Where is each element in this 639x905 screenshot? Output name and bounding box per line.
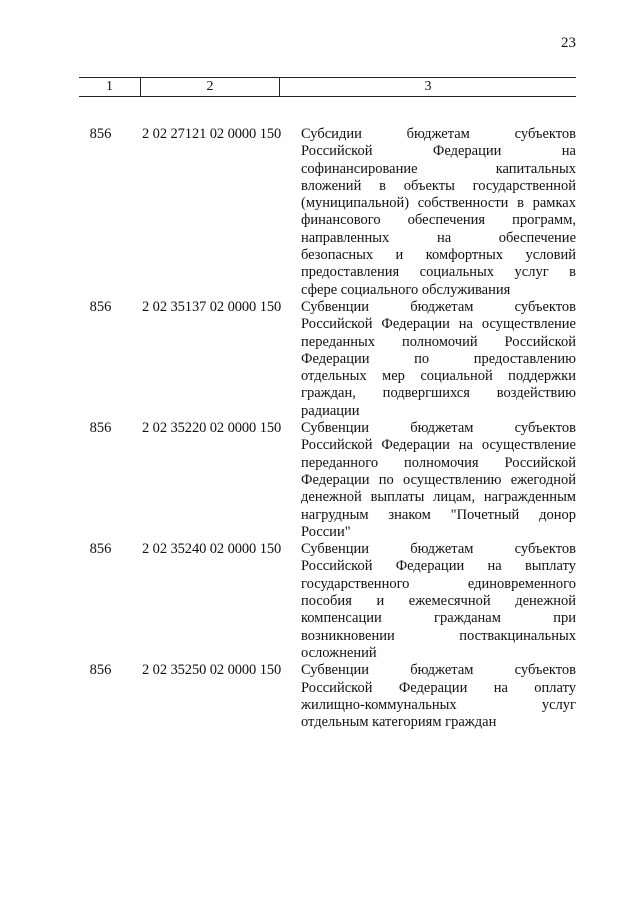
revenue-name-line: Российской Федерации на оплату [301, 679, 576, 696]
revenue-name-line: направленных на обеспечение [301, 229, 576, 246]
revenue-name-line: пособия и ежемесячной денежной [301, 593, 576, 610]
revenue-name-line: денежной выплаты лицам, награжденным [301, 489, 576, 506]
revenue-name-line: Субвенции бюджетам субъектов [301, 298, 576, 315]
revenue-name-line: Российской Федерации на осуществление [301, 437, 576, 454]
budget-code-cell: 2 02 35220 02 0000 150 [142, 420, 282, 437]
revenue-name-line: (муниципальной) собственности в рамках [301, 195, 576, 212]
revenue-name-line: отдельных мер социальной поддержки [301, 368, 576, 385]
revenue-name-line: Федерации по осуществлению ежегодной [301, 471, 576, 488]
revenue-name-line: отдельным категориям граждан [301, 714, 497, 731]
revenue-name-line: финансового обеспечения программ, [301, 212, 576, 229]
revenue-name-line: сфере социального обслуживания [301, 281, 511, 298]
revenue-name-line: компенсации гражданам при [301, 610, 576, 627]
revenue-name-line: государственного единовременного [301, 575, 576, 592]
revenue-name-line: граждан, подвергшихся воздействию [301, 385, 576, 402]
revenue-name-line: России" [301, 523, 351, 540]
table-header-row [79, 77, 576, 97]
revenue-name-cell [279, 420, 576, 541]
admin-code-cell: 856 [89, 662, 112, 679]
page-number: 23 [561, 35, 576, 51]
revenue-name-line: Российской Федерации на [301, 143, 576, 160]
revenue-name-cell [279, 126, 576, 299]
budget-classification-table [79, 77, 576, 731]
revenue-name-line: Субвенции бюджетам субъектов [301, 662, 576, 679]
revenue-name-line: Субвенции бюджетам субъектов [301, 541, 576, 558]
revenue-name-line: нагрудным знаком "Почетный донор [301, 506, 576, 523]
revenue-name-line: радиации [301, 402, 360, 419]
revenue-name-line: переданного полномочия Российской [301, 454, 576, 471]
revenue-name-line: возникновении поствакцинальных [301, 627, 576, 644]
revenue-name-line: безопасных и комфортных условий [301, 247, 576, 264]
budget-code-cell: 2 02 35137 02 0000 150 [142, 298, 282, 315]
admin-code-cell: 856 [89, 541, 112, 558]
revenue-name-line: переданных полномочий Российской [301, 333, 576, 350]
revenue-name-cell [279, 541, 576, 662]
table-row [79, 662, 576, 731]
table-row [79, 541, 576, 662]
column-header-3: 3 [279, 78, 576, 96]
revenue-name-line: Российской Федерации на осуществление [301, 316, 576, 333]
revenue-name-cell [279, 662, 576, 731]
table-row [79, 420, 576, 541]
revenue-name-line: Российской Федерации на выплату [301, 558, 576, 575]
table-row [79, 126, 576, 299]
revenue-name-line: Федерации по предоставлению [301, 350, 576, 367]
column-header-2: 2 [140, 78, 279, 96]
revenue-name-cell [279, 299, 576, 420]
table-row [79, 299, 576, 420]
revenue-name-line: предоставления социальных услуг в [301, 264, 576, 281]
budget-code-cell: 2 02 27121 02 0000 150 [142, 126, 282, 142]
revenue-name-line: Субсидии бюджетам субъектов [301, 126, 576, 142]
column-header-1: 1 [106, 79, 113, 94]
revenue-name-line: Субвенции бюджетам субъектов [301, 420, 576, 437]
admin-code-cell: 856 [89, 420, 112, 437]
budget-code-cell: 2 02 35240 02 0000 150 [142, 541, 282, 558]
admin-code-cell: 856 [89, 126, 112, 142]
revenue-name-line: вложений в объекты государственной [301, 177, 576, 194]
budget-code-cell: 2 02 35250 02 0000 150 [142, 662, 282, 679]
admin-code-cell: 856 [89, 298, 112, 315]
table-body [79, 97, 576, 731]
revenue-name-line: жилищно-коммунальных услуг [301, 696, 576, 713]
revenue-name-line: осложнений [301, 644, 377, 661]
revenue-name-line: софинансирование капитальных [301, 160, 576, 177]
